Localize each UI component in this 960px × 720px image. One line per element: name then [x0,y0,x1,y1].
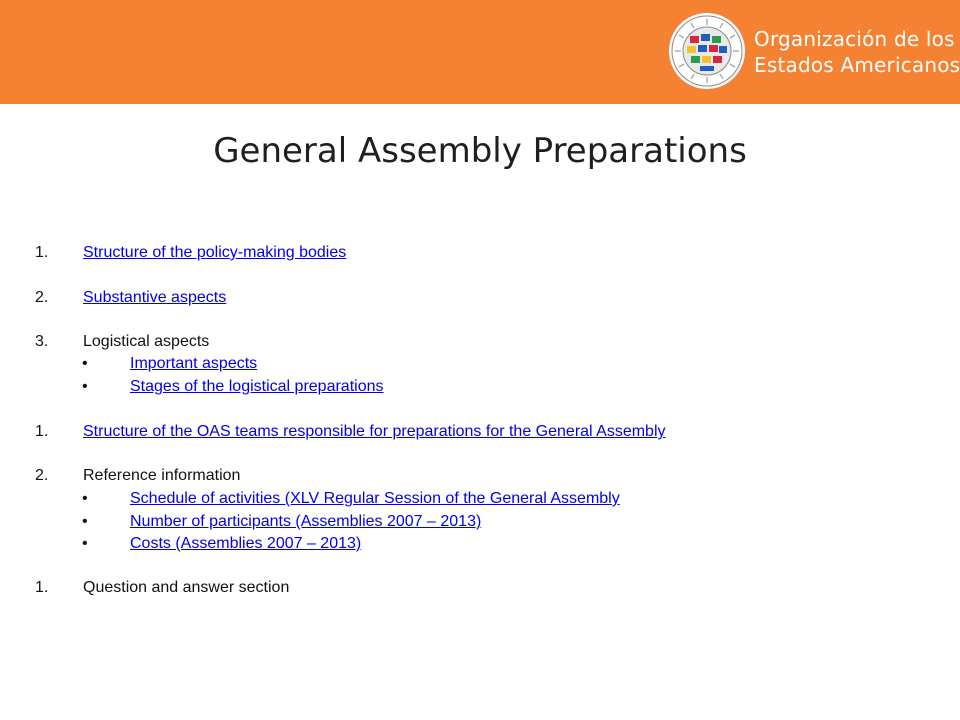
agenda-item-number: 1. [35,244,49,261]
logistical-stages-link[interactable]: Stages of the logistical preparations [130,378,384,395]
logistical-aspects-label: Logistical aspects [83,333,210,350]
bullet-icon: • [82,378,88,395]
bullet-icon: • [82,513,88,530]
oas-teams-structure-link[interactable]: Structure of the OAS teams responsible for preparations for the General Assembly [83,423,666,440]
agenda-item-number: 2. [35,289,49,306]
agenda-item-number: 2. [35,467,49,484]
schedule-of-activities-link[interactable]: Schedule of activities (XLV Regular Session of the General Assembly [130,490,620,507]
slide-title: General Assembly Preparations [213,131,747,171]
policy-making-bodies-link[interactable]: Structure of the policy-making bodies [83,244,347,261]
agenda-item-number: 1. [35,423,49,440]
number-of-participants-link[interactable]: Number of participants (Assemblies 2007 – 2013) [130,513,482,530]
substantive-aspects-link[interactable]: Substantive aspects [83,289,227,306]
bullet-icon: • [82,535,88,552]
bullet-icon: • [82,355,88,372]
costs-link[interactable]: Costs (Assemblies 2007 – 2013) [130,535,362,552]
question-answer-label: Question and answer section [83,579,290,596]
organization-name-line1: Organización de los [754,27,955,51]
agenda-item-number: 1. [35,579,49,596]
organization-name-line2: Estados Americanos [754,53,960,77]
reference-information-label: Reference information [83,467,241,484]
important-aspects-link[interactable]: Important aspects [130,355,258,372]
bullet-icon: • [82,490,88,507]
agenda-item-number: 3. [35,333,49,350]
